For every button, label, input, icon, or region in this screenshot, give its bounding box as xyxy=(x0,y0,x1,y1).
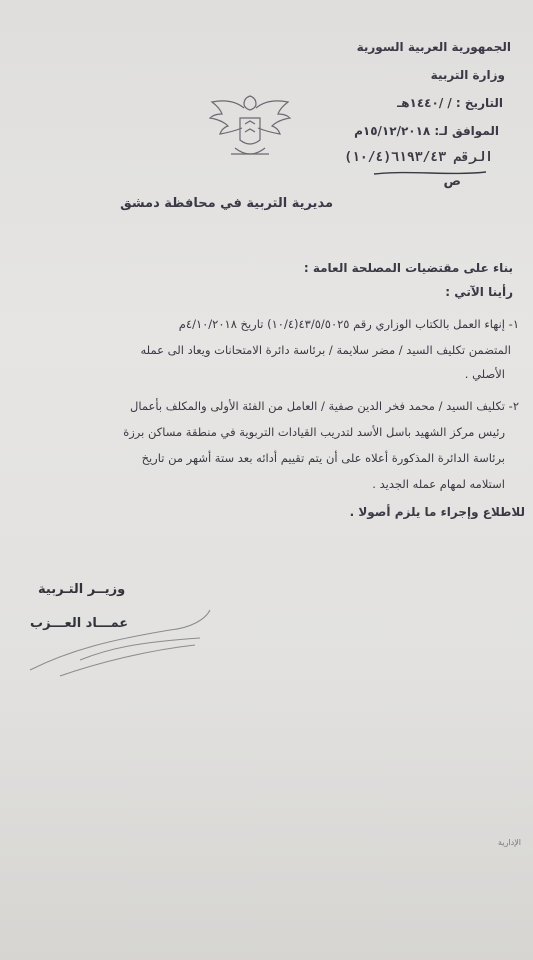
signature-title: وزيــر التـربية xyxy=(38,582,126,597)
handwritten-signature xyxy=(20,600,220,680)
gregorian-date: الموافق لـ: ١٥/١٢/٢٠١٨م xyxy=(354,124,499,138)
republic-header: الجمهورية العربية السورية xyxy=(356,40,511,54)
footer-mark: الإدارية xyxy=(498,838,521,847)
ministry-header: وزارة التربية xyxy=(430,68,505,82)
item1-line3: الأصلي . xyxy=(464,367,505,381)
intro-line: بناء على مقتضيات المصلحة العامة : xyxy=(303,261,513,275)
signature-name: عمـــاد العـــزب xyxy=(30,616,129,631)
item2-line2: رئيس مركز الشهيد باسل الأسد لتدريب القيادات التربوية في منطقة مساكن برزة xyxy=(123,425,505,439)
handwritten-underline xyxy=(370,168,490,178)
opinion-line: رأينا الآتي : xyxy=(445,285,513,299)
closing-line: للاطلاع وإجراء ما يلزم أصولا . xyxy=(349,505,525,519)
eagle-emblem-icon xyxy=(205,88,295,168)
item1-line1: ١- إنهاء العمل بالكتاب الوزاري رقم ٤٣/٥/٥٠٢٥(١٠/٤) تاريخ ٤/١٠/٢٠١٨م xyxy=(178,317,519,331)
directorate-title: مديرية التربية في محافظة دمشق xyxy=(120,196,333,211)
hijri-date: التاريخ : / /١٤٤٠هـ xyxy=(397,96,503,110)
reference-number: الرقم ٦١٩٣/٤٣(١٠/٤) xyxy=(344,150,493,165)
item1-line2: المتضمن تكليف السيد / مضر سلايمة / برئاسة دائرة الامتحانات ويعاد الى عمله xyxy=(140,343,511,357)
reference-suffix: ص xyxy=(443,174,461,189)
item2-line3: برئاسة الدائرة المذكورة أعلاه على أن يتم تقييم أدائه بعد ستة أشهر من تاريخ xyxy=(141,451,505,465)
item2-line1: ٢- تكليف السيد / محمد فخر الدين صفية / العامل من الفئة الأولى والمكلف بأعمال xyxy=(129,399,519,413)
item2-line4: استلامه لمهام عمله الجديد . xyxy=(372,477,505,491)
